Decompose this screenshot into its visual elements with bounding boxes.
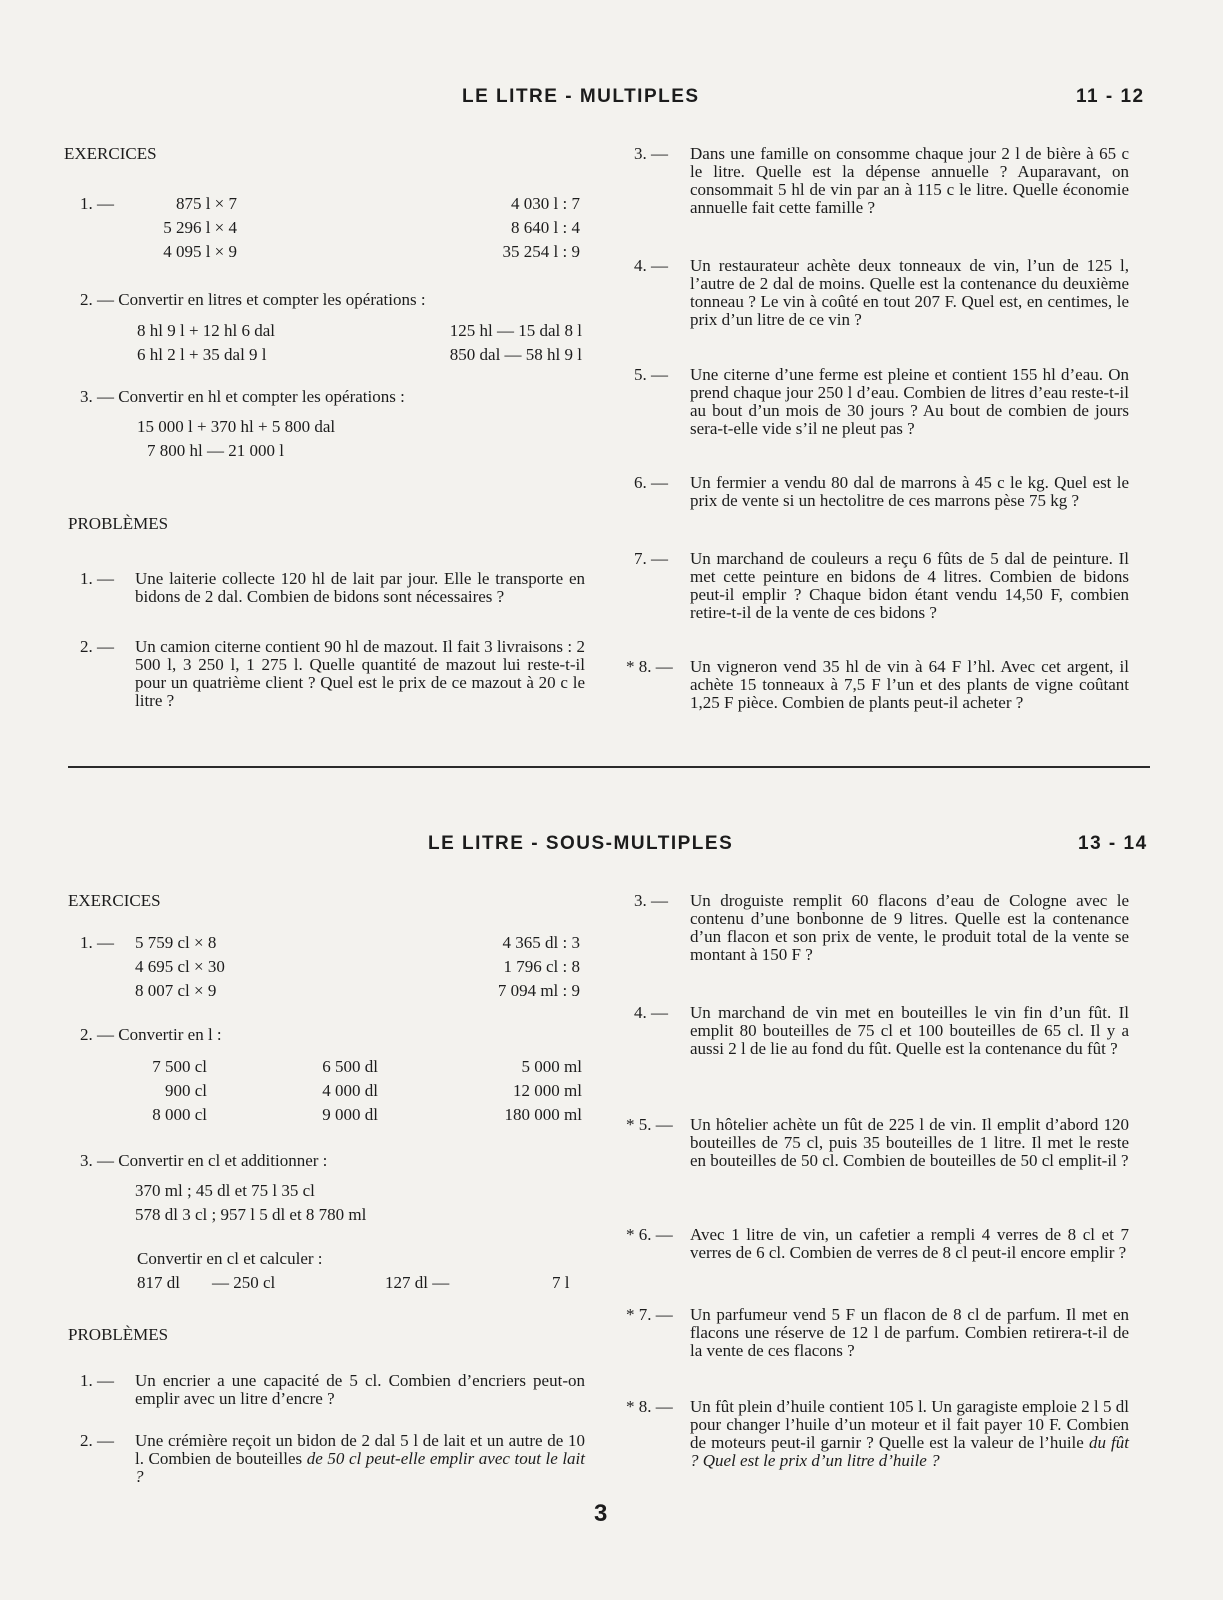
bottom-section-title: LE LITRE - SOUS-MULTIPLES bbox=[428, 833, 734, 854]
problem-text: Dans une famille on consomme chaque jour 2 l de bière à 65 c le litre. Quelle est la dépense annuelle ? Auparavant, on consommait 5 hl de vin par an à 115 c le litre. Quelle économie annuelle fait cette famille ? bbox=[690, 144, 1129, 217]
problem-item bbox=[80, 570, 585, 626]
top-section-title: LE LITRE - MULTIPLES bbox=[462, 86, 700, 107]
top-ex1-op: 4 095 l × 9 bbox=[163, 242, 237, 261]
top-ex1-div: 8 640 l : 4 bbox=[511, 218, 580, 237]
bottom-ex2-value: 5 000 ml bbox=[521, 1057, 582, 1076]
top-ex2-right: 125 hl — 15 dal 8 l bbox=[449, 321, 582, 340]
bottom-ex1-op: 5 759 cl × 8 bbox=[135, 933, 217, 952]
problem-number: 7. — bbox=[634, 549, 668, 568]
top-ex2-instruction: 2. — Convertir en litres et compter les opérations : bbox=[80, 290, 426, 309]
problem-text: Un parfumeur vend 5 F un flacon de 8 cl de parfum. Il met en flacons une réserve de 12 l de parfum. Combien retirera-t-il de la vente de ces flacons ? bbox=[690, 1305, 1129, 1360]
problem-text: Avec 1 litre de vin, un cafetier a rempli 4 verres de 8 cl et 7 verres de 6 cl. Combien de verres de 8 cl peut-il encore emplir ? bbox=[690, 1225, 1129, 1262]
top-ex2-right: 850 dal — 58 hl 9 l bbox=[449, 345, 582, 364]
problem-text: Un marchand de couleurs a reçu 6 fûts de 5 dal de peinture. Il met cette peinture en bidons de 4 litres. Combien de bidons peut-il emplir ? Chaque bidon étant vendu 14,50 F, combien retire-t-il de la vente de ces bidons ? bbox=[690, 549, 1129, 622]
bottom-ex2-value: 4 000 dl bbox=[322, 1081, 378, 1100]
problem-text: Un vigneron vend 35 hl de vin à 64 F l’hl. Avec cet argent, il achète 15 tonneaux à 7,5 F l’un et des plants de vigne coûtant 1,25 F pièce. Combien de plants peut-il acheter ? bbox=[690, 657, 1129, 712]
bottom-ex3b-term: 7 l bbox=[552, 1273, 570, 1292]
top-ex2-left: 6 hl 2 l + 35 dal 9 l bbox=[137, 345, 267, 364]
problem-text: Un droguiste remplit 60 flacons d’eau de Cologne avec le contenu d’une bonbonne de 9 litres. Quelle est la contenance d’un flacon et son prix de vente, le produit total de la vente se montant à 150 F ? bbox=[690, 891, 1129, 964]
problem-number: 4. — bbox=[634, 1003, 668, 1022]
top-exercices-heading: EXERCICES bbox=[64, 144, 157, 163]
problem-number: 3. — bbox=[634, 891, 668, 910]
bottom-ex2-instruction: 2. — Convertir en l : bbox=[80, 1025, 222, 1044]
bottom-ex3b-instruction: Convertir en cl et calculer : bbox=[137, 1249, 323, 1268]
bottom-ex1-div: 4 365 dl : 3 bbox=[502, 933, 580, 952]
bottom-ex3b-term: 817 dl bbox=[137, 1273, 180, 1292]
problem-number: * 5. — bbox=[626, 1115, 673, 1134]
top-ex3-line: 7 800 hl — 21 000 l bbox=[147, 441, 284, 460]
bottom-problemes-heading: PROBLÈMES bbox=[68, 1325, 169, 1344]
problem-text: Un camion citerne contient 90 hl de mazout. Il fait 3 livraisons : 2 500 l, 3 250 l, 1 275 l. Quelle quantité de mazout lui reste-t-il pour un quatrième client ? Quel est le prix de ce mazout à 20 c le litre ? bbox=[135, 637, 585, 710]
problem-number: 4. — bbox=[634, 256, 668, 275]
top-ex3-line: 15 000 l + 370 hl + 5 800 dal bbox=[137, 417, 336, 436]
bottom-ex2-value: 8 000 cl bbox=[152, 1105, 207, 1124]
problem-number: * 8. — bbox=[626, 1397, 673, 1416]
bottom-ex2-value: 6 500 dl bbox=[322, 1057, 378, 1076]
problem-number: 1. — bbox=[80, 569, 114, 588]
bottom-ex1-label: 1. — bbox=[80, 933, 114, 952]
bottom-exercices-heading: EXERCICES bbox=[68, 891, 161, 910]
top-ex1-op: 5 296 l × 4 bbox=[163, 218, 237, 237]
problem-number: * 8. — bbox=[626, 657, 673, 676]
problem-number: 3. — bbox=[634, 144, 668, 163]
problem-number: 5. — bbox=[634, 365, 668, 384]
problem-number: * 6. — bbox=[626, 1225, 673, 1244]
top-ex1-div: 35 254 l : 9 bbox=[502, 242, 580, 261]
bottom-ex3b-term: — 250 cl bbox=[212, 1273, 276, 1292]
bottom-ex3b-term: 127 dl — bbox=[385, 1273, 450, 1292]
top-page-ref: 11 - 12 bbox=[1076, 86, 1145, 107]
bottom-ex1-op: 8 007 cl × 9 bbox=[135, 981, 217, 1000]
top-ex1-div: 4 030 l : 7 bbox=[511, 194, 580, 213]
bottom-ex1-div: 7 094 ml : 9 bbox=[497, 981, 580, 1000]
problem-item bbox=[80, 638, 585, 728]
bottom-page-ref: 13 - 14 bbox=[1078, 833, 1148, 854]
page-number: 3 bbox=[594, 1500, 608, 1527]
top-problemes-heading: PROBLÈMES bbox=[68, 514, 169, 533]
problem-number: 1. — bbox=[80, 1371, 114, 1390]
problem-text: Un fermier a vendu 80 dal de marrons à 45 c le kg. Quel est le prix de vente si un hectolitre de ces marrons pèse 75 kg ? bbox=[690, 473, 1129, 510]
bottom-ex2-value: 180 000 ml bbox=[504, 1105, 582, 1124]
problem-number: 6. — bbox=[634, 473, 668, 492]
problem-text: Une crémière reçoit un bidon de 2 dal 5 l de lait et un autre de 10 l. Combien de bouteilles bbox=[135, 1431, 585, 1468]
problem-number: * 7. — bbox=[626, 1305, 673, 1324]
bottom-ex1-op: 4 695 cl × 30 bbox=[135, 957, 225, 976]
top-ex1-op: 875 l × 7 bbox=[175, 194, 237, 213]
top-ex1-label: 1. — bbox=[80, 194, 114, 213]
bottom-ex3-line: 578 dl 3 cl ; 957 l 5 dl et 8 780 ml bbox=[135, 1205, 367, 1224]
problem-number: 2. — bbox=[80, 1431, 114, 1450]
top-ex3-instruction: 3. — Convertir en hl et compter les opérations : bbox=[80, 387, 405, 406]
problem-text-italic: de 50 cl peut-elle emplir avec tout le lait ? bbox=[135, 1449, 586, 1486]
problem-text: Un fût plein d’huile contient 105 l. Un garagiste emploie 2 l 5 dl pour changer l’huile d’un moteur et il fait payer 10 F. Combien de moteurs peut-il garnir ? Quelle est la valeur de l’huile bbox=[690, 1397, 1129, 1452]
top-ex2-left: 8 hl 9 l + 12 hl 6 dal bbox=[137, 321, 276, 340]
problem-text: Un encrier a une capacité de 5 cl. Combien d’encriers peut-on emplir avec un litre d’encre ? bbox=[135, 1371, 585, 1408]
bottom-ex2-value: 900 cl bbox=[164, 1081, 207, 1100]
section-divider bbox=[68, 766, 1150, 768]
problem-number: 2. — bbox=[80, 637, 114, 656]
bottom-ex2-value: 9 000 dl bbox=[322, 1105, 378, 1124]
problem-text: Un hôtelier achète un fût de 225 l de vin. Il emplit d’abord 120 bouteilles de 75 cl, puis 35 bouteilles de 1 litre. Il met le reste en bouteilles de 50 cl. Combien de bouteilles de 50 cl emplit-il ? bbox=[690, 1115, 1129, 1170]
problem-text: Un restaurateur achète deux tonneaux de vin, l’un de 125 l, l’autre de 2 dal de moins. Quelle est la contenance du deuxième tonneau ? Le vin à coûté en tout 207 F. Quel est, en centimes, le prix d’un litre de ce vin ? bbox=[690, 256, 1129, 329]
bottom-ex1-div: 1 796 cl : 8 bbox=[503, 957, 580, 976]
bottom-ex2-value: 12 000 ml bbox=[513, 1081, 582, 1100]
bottom-ex3-line: 370 ml ; 45 dl et 75 l 35 cl bbox=[135, 1181, 315, 1200]
problem-text: Une laiterie collecte 120 hl de lait par jour. Elle le transporte en bidons de 2 dal. Combien de bidons sont nécessaires ? bbox=[135, 569, 585, 606]
problem-text-italic: du fût ? Quel est le prix d’un litre d’huile ? bbox=[690, 1433, 1129, 1470]
problem-text: Une citerne d’une ferme est pleine et contient 155 hl d’eau. On prend chaque jour 250 l d’eau. Combien de litres d’eau reste-t-il au bout d’un mois de 30 jours ? Au bout de combien de jours sera-t-elle vide s’il ne pleut pas ? bbox=[690, 365, 1129, 438]
bottom-ex3-instruction: 3. — Convertir en cl et additionner : bbox=[80, 1151, 328, 1170]
bottom-ex2-value: 7 500 cl bbox=[152, 1057, 207, 1076]
problem-text: Un marchand de vin met en bouteilles le vin fin d’un fût. Il emplit 80 bouteilles de 75 cl et 100 bouteilles de 65 cl. Il y a aussi 2 l de lie au fond du fût. Quelle est la contenance du fût ? bbox=[690, 1003, 1129, 1058]
